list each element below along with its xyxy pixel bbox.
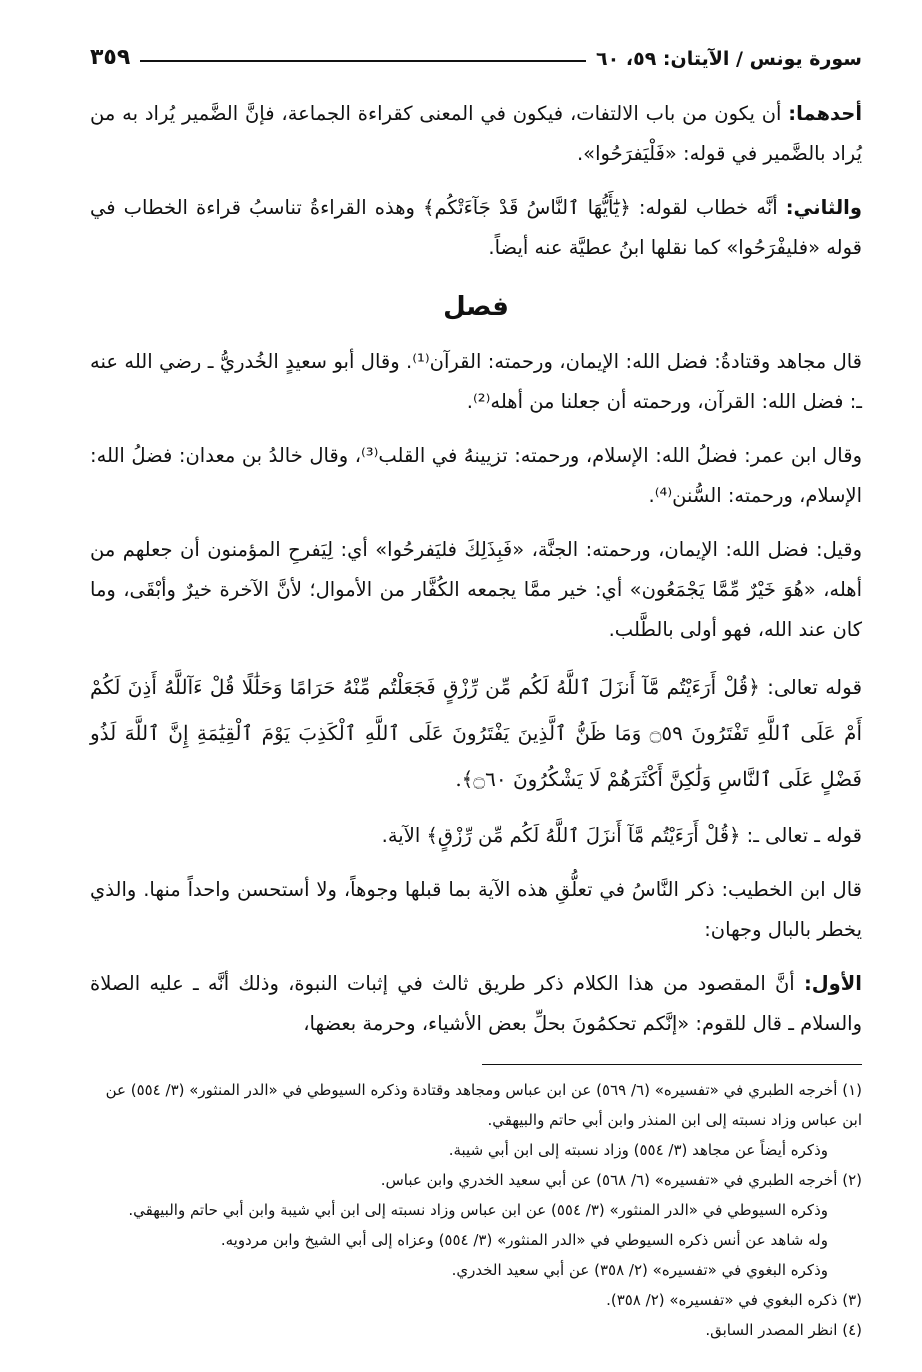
paragraph <box>90 188 862 268</box>
verse-intro: قوله تعالى: <box>759 675 863 699</box>
running-header <box>90 30 862 70</box>
footnote: وله شاهد عن أنس ذكره السيوطي في «الدر المنثور» (٣/ ٥٥٤) وعزاه إلى أبي الشيخ وابن مردويه. <box>220 1231 828 1249</box>
main-text <box>90 94 862 1044</box>
footnote: وذكره أيضاً عن مجاهد (٣/ ٥٥٤) وزاد نسبته إلى ابن أبي شيبة. <box>448 1141 828 1159</box>
paragraph-lead: الأول: <box>803 972 862 995</box>
footnote: (٣) ذكره البغوي في «تفسيره» (٢/ ٣٥٨). <box>606 1291 862 1309</box>
footnote: (٤) انظر المصدر السابق. <box>705 1321 862 1339</box>
paragraph-lead: أحدهما: <box>788 102 862 125</box>
section-paragraph: قال مجاهد وقتادةُ: فضل الله: الإيمان، ورحمته: القرآن⁽¹⁾. وقال أبو سعيدٍ الخُدريُّ ـ رضي الله عنه ـ: فضل الله: القرآن، ورحمته أن جعلنا من أهله⁽²⁾. <box>90 350 862 413</box>
page-number: ٣٥٩ <box>90 45 131 70</box>
paragraph-text: أن يكون من باب الالتفات، فيكون في المعنى كقراءة الجماعة، فإنَّ الضَّمير يُراد به من يُراد بالضَّمير في قوله: «فَلْيَفرَحُوا». <box>90 102 862 165</box>
footnote: (٢) أخرجه الطبري في «تفسيره» (٦/ ٥٦٨) عن أبي سعيد الخدري وابن عباس. <box>380 1171 862 1189</box>
section-paragraph: وقيل: فضل الله: الإيمان، ورحمته: الجنَّة، «فَبِذَلِكَ فليَفرحُوا» أي: لِيَفرحِ المؤمنون أن جعلهم من أهله، «هُوَ خَيْرٌ مِّمَّا يَجْمَعُون» أي: خير ممَّا يجمعه الكُفَّار من الأموال؛ لأنَّ الآخرة خيرٌ وأبْقَى، وما كان عند الله، فهو أولى بالطَّلب. <box>90 538 862 641</box>
footnote: وذكره البغوي في «تفسيره» (٢/ ٣٥٨) عن أبي سعيد الخدري. <box>451 1261 828 1279</box>
commentary-paragraph <box>90 964 862 1044</box>
quran-verse-block <box>90 664 862 802</box>
verse-text: ﴿قُلْ أَرَءَيْتُم مَّآ أَنزَلَ ٱللَّهُ لَكُم مِّن رِّزْقٍ فَجَعَلْتُم مِّنْهُ حَرَامًا وَحَلَٰلًا قُلْ ءَآللَّهُ أَذِنَ لَكُمْ أَمْ عَلَى ٱللَّهِ تَفْتَرُونَ ۝٥٩ وَمَا ظَنُّ ٱلَّذِينَ يَفْتَرُونَ عَلَى ٱللَّهِ ٱلْكَذِبَ يَوْمَ ٱلْقِيَٰمَةِ إِنَّ ٱللَّهَ لَذُو فَضْلٍ عَلَى ٱلنَّاسِ وَلَٰكِنَّ أَكْثَرَهُمْ لَا يَشْكُرُونَ ۝٦٠﴾. <box>90 675 862 791</box>
paragraph-text: أنَّ المقصود من هذا الكلام ذكر طريق ثالث في إثبات النبوة، وذلك أنَّه ـ عليه الصلاة والسلام ـ قال للقوم: «إنَّكم تحكمُونَ بحلِّ بعض الأشياء، وحرمة بعضها، <box>90 972 862 1035</box>
commentary-paragraph <box>90 870 862 950</box>
paragraph-text: قال ابن الخطيب: ذكر النَّاسُ في تعلُّقِ هذه الآية بما قبلها وجوهاً، ولا أستحسن واحداً منها. والذي يخطر بالبال وجهان: <box>90 878 862 941</box>
footnote-separator <box>482 1064 862 1065</box>
paragraph-text: أنَّه خطاب لقوله: ﴿يَٰٓأَيُّهَا ٱلنَّاسُ قَدْ جَآءَتْكُم﴾ وهذه القراءةُ تناسبُ قراءة الخطاب في قوله «فليفْرَحُوا» كما نقلها ابنُ عطيَّة عنه أيضاً. <box>90 196 862 259</box>
footnotes <box>90 1075 862 1345</box>
section-paragraph: وقال ابن عمر: فضلُ الله: الإسلام، ورحمته: تزيينهُ في القلب⁽³⁾، وقال خالدُ بن معدان: فضلُ الله: الإسلام، ورحمته: السُّنن⁽⁴⁾. <box>90 444 862 507</box>
book-page <box>90 30 862 1345</box>
paragraph-text: قوله ـ تعالى ـ: ﴿قُلْ أَرَءَيْتُم مَّآ أَنزَلَ ٱللَّهُ لَكُم مِّن رِّزْقٍ﴾ الآية. <box>381 824 862 847</box>
header-rule <box>140 60 586 62</box>
section-title: فصل <box>443 292 509 322</box>
paragraph <box>90 94 862 174</box>
footnote: وذكره السيوطي في «الدر المنثور» (٣/ ٥٥٤) عن ابن عباس وزاد نسبته إلى ابن أبي شيبة وابن أبي حاتم والبيهقي. <box>128 1201 828 1219</box>
commentary-paragraph <box>90 816 862 856</box>
paragraph-lead: والثاني: <box>785 196 862 219</box>
footnote: (١) أخرجه الطبري في «تفسيره» (٦/ ٥٦٩) عن ابن عباس ومجاهد وقتادة وذكره السيوطي في «الدر المنثور» (٣/ ٥٥٤) عن ابن عباس وزاد نسبته إلى ابن المنذر وابن أبي حاتم والبيهقي. <box>105 1081 862 1129</box>
surah-title: سورة يونس / الآيتان: ٥٩، ٦٠ <box>596 48 862 70</box>
